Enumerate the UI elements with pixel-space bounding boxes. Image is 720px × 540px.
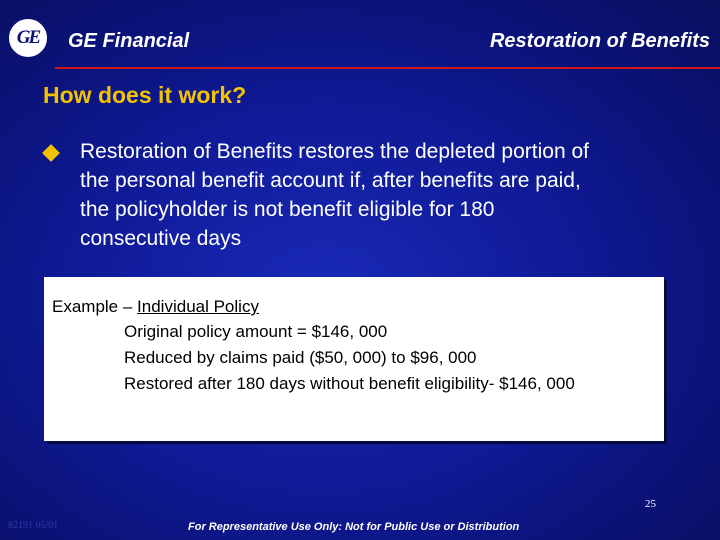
example-box [44,277,664,441]
diamond-bullet-icon [42,144,60,162]
example-line-original: Original policy amount = $146, 000 [124,322,388,341]
slide-header-title: Restoration of Benefits [489,30,710,52]
page-number: 25 [645,498,656,510]
footer-code: 82191 05/01 [8,520,59,531]
ge-logo [6,16,50,60]
slide-heading: How does it work? [43,82,247,108]
example-prefix: Example – [52,297,138,316]
example-label: Individual Policy [137,297,259,316]
example-line-reduced: Reduced by claims paid ($50, 000) to $96, 000 [124,348,477,367]
company-name: GE Financial [68,30,190,52]
header-divider [55,67,720,69]
bullet-text: Restoration of Benefits restores the depleted portion of the personal benefit account if, after benefits are paid, the policyholder is not benefit eligible for 180 consecutive days [80,140,589,250]
example-heading [52,297,259,317]
ge-logo-monogram: GE [16,27,40,48]
footer-disclaimer: For Representative Use Only: Not for Public Use or Distribution [188,521,520,533]
example-line-restored: Restored after 180 days without benefit eligibility- $146, 000 [124,374,575,393]
